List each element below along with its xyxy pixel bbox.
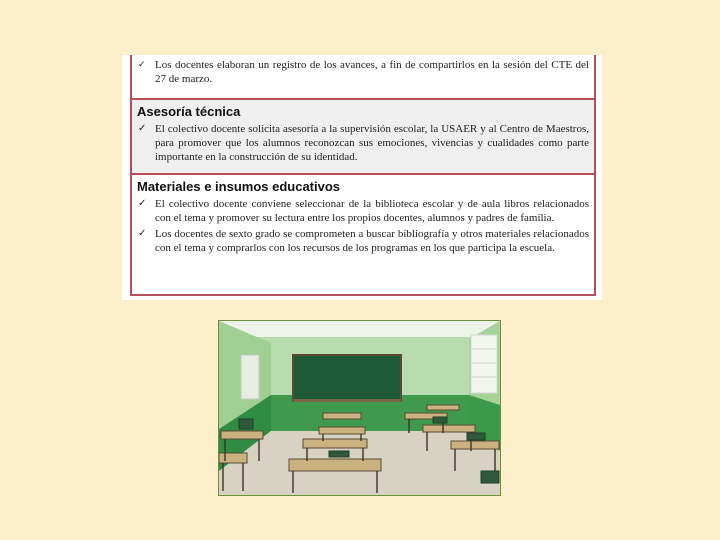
section-heading: Asesoría técnica bbox=[137, 104, 241, 119]
classroom-photo bbox=[218, 320, 501, 496]
item-text: El colectivo docente solicita asesoría a la supervisión escolar, la USAER y al Centro de Maestros, para promover que los alumnos reconozcan sus emociones, vivencias y cualidades como parte importante en la construcción de su identidad. bbox=[155, 123, 589, 163]
item-text: Los docentes elaboran un registro de los avances, a fin de compartirlos en la sesión del CTE del 27 de marzo. bbox=[155, 59, 589, 85]
desk bbox=[319, 427, 365, 434]
document-excerpt bbox=[122, 55, 602, 300]
chair bbox=[467, 433, 485, 440]
list-item bbox=[132, 55, 594, 86]
list-item bbox=[132, 197, 594, 225]
desk bbox=[221, 431, 263, 439]
chalk-ledge bbox=[293, 399, 401, 402]
desk bbox=[303, 439, 367, 448]
chalkboard bbox=[293, 355, 401, 401]
section-registro bbox=[130, 55, 596, 100]
desk bbox=[427, 405, 459, 410]
item-text: El colectivo docente conviene seleccionar de la biblioteca escolar y de aula libros relacionados con el tema y promover su lectura entre los propios docentes, alumnos y padres de familia. bbox=[155, 198, 589, 224]
desk bbox=[451, 441, 499, 449]
section-heading: Materiales e insumos educativos bbox=[137, 179, 341, 194]
desk bbox=[289, 459, 381, 471]
check-icon: ✓ bbox=[138, 123, 147, 134]
section-asesoria-tecnica bbox=[130, 98, 596, 175]
section-materiales bbox=[130, 173, 596, 296]
window bbox=[471, 335, 497, 393]
desk bbox=[423, 425, 475, 432]
check-icon: ✓ bbox=[138, 228, 147, 239]
classroom-illustration bbox=[219, 321, 500, 495]
chair bbox=[433, 417, 447, 423]
check-icon: ✓ bbox=[138, 198, 147, 209]
chair bbox=[329, 451, 349, 457]
desk bbox=[219, 453, 247, 463]
list-item bbox=[132, 122, 594, 164]
desk bbox=[323, 413, 361, 419]
item-text: Los docentes de sexto grado se comprometen a buscar bibliografía y otros materiales relacionados con el tema y comprarlos con los recursos de los programas en los que participa la escuela. bbox=[155, 228, 589, 254]
left-panel bbox=[241, 355, 259, 399]
chair bbox=[239, 419, 253, 429]
check-icon: ✓ bbox=[138, 60, 146, 70]
list-item bbox=[132, 227, 594, 255]
chair bbox=[481, 471, 499, 483]
